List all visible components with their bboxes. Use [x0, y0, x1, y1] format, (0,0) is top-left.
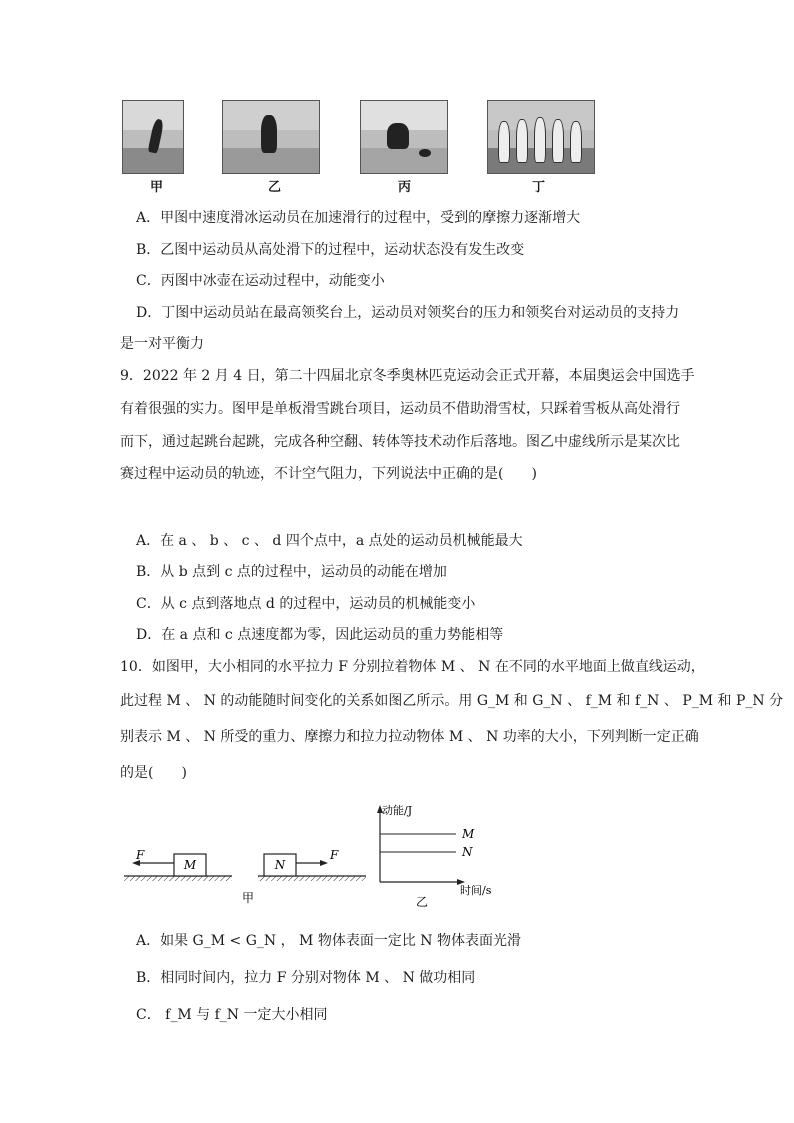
caption-jia: 甲: [242, 891, 255, 905]
q9-stem-line2: 有着很强的实力。图甲是单板滑雪跳台项目，运动员不借助滑雪杖，只踩着雪板从高处滑行: [120, 401, 680, 417]
block-m-label: M: [183, 858, 197, 872]
q9-stem-line1: 9．2022 年 2 月 4 日，第二十四届北京冬季奥林匹克运动会正式开幕，本届奥运会中国选手: [120, 368, 695, 384]
q8-option-a: A．甲图中速度滑冰运动员在加速滑行的过程中，受到的摩擦力逐渐增大: [136, 210, 581, 226]
q9-option-c: C．从 c 点到落地点 d 的过程中，运动员的机械能变小: [136, 596, 476, 612]
photo-label-ding: 丁: [532, 180, 546, 195]
q10-stem-line4: 的是( ): [120, 765, 187, 781]
figure-yi-graph: [377, 803, 492, 909]
block-n-label: N: [274, 858, 286, 872]
photo-jia: [122, 100, 184, 174]
q9-option-d: D．在 a 点和 c 点速度都为零，因此运动员的重力势能相等: [136, 627, 504, 643]
force-f-label-right: F: [330, 848, 339, 862]
q10-stem-line1: 10．如图甲，大小相同的水平拉力 F 分别拉着物体 M 、 N 在不同的水平地面上做直线运动，: [120, 659, 705, 675]
photo-label-bing: 丙: [398, 180, 412, 195]
q9-stem-line3: 而下，通过起跳台起跳，完成各种空翻、转体等技术动作后落地。图乙中虚线所示是某次比: [120, 434, 680, 450]
line-m-label: M: [462, 827, 475, 841]
q10-stem-line2: 此过程 M 、 N 的动能随时间变化的关系如图乙所示。用 G_M 和 G_N 、 f_M 和 f_N 、 P_M 和 P_N 分: [120, 693, 784, 709]
q8-option-c: C．丙图中冰壶在运动过程中，动能变小: [136, 273, 385, 289]
q8-option-d-line2: 是一对平衡力: [120, 336, 204, 352]
figure-jia: [124, 848, 366, 905]
caption-yi: 乙: [416, 895, 429, 909]
q8-option-d-line1: D．丁图中运动员站在最高领奖台上，运动员对领奖台的压力和领奖台对运动员的支持力: [136, 305, 680, 321]
q9-stem-line4: 赛过程中运动员的轨迹，不计空气阻力，下列说法中正确的是( ): [120, 466, 537, 482]
arrow-right-icon: [320, 860, 328, 866]
photo-bing: [360, 100, 448, 174]
q8-option-b: B．乙图中运动员从高处滑下的过程中，运动状态没有发生改变: [136, 242, 525, 258]
q10-stem-line3: 别表示 M 、 N 所受的重力、摩擦力和拉力拉动物体 M 、 N 功率的大小，下列判断一定正确: [120, 729, 699, 745]
q10-option-c: C． f_M 与 f_N 一定大小相同: [136, 1007, 328, 1023]
q10-option-b: B．相同时间内，拉力 F 分别对物体 M 、 N 做功相同: [136, 970, 476, 986]
q9-option-b: B．从 b 点到 c 点的过程中，运动员的动能在增加: [136, 564, 447, 580]
x-axis-label: 时间/s: [460, 884, 492, 897]
photo-ding: [487, 100, 595, 174]
q9-option-a: A．在 a 、 b 、 c 、 d 四个点中，a 点处的运动员机械能最大: [136, 533, 523, 549]
q10-option-a: A．如果 G_M < G_N ， M 物体表面一定比 N 物体表面光滑: [136, 933, 521, 949]
photo-label-yi: 乙: [268, 180, 282, 195]
photo-label-jia: 甲: [150, 180, 164, 195]
line-n-label: N: [462, 845, 473, 859]
photo-yi: [222, 100, 320, 174]
force-f-label-left: F: [136, 848, 145, 862]
q10-figure: [120, 800, 500, 915]
y-axis-label: 动能/J: [382, 804, 413, 817]
